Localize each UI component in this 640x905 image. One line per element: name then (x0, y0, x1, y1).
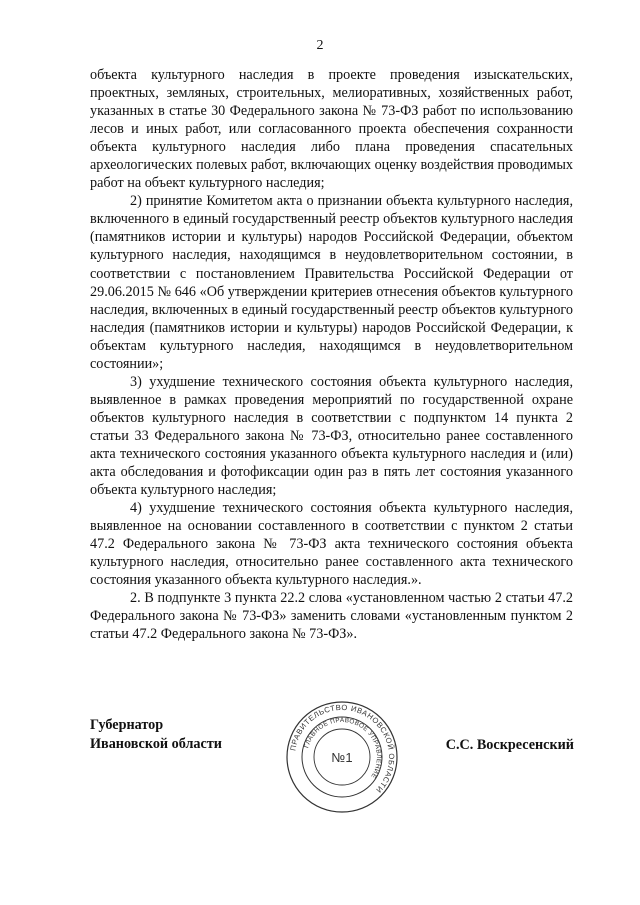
signatory-name: С.С. Воскресенский (445, 737, 574, 753)
paragraph-3: 3) ухудшение технического состояния объекта культурного наследия, выявленное в рамках проведения мероприятий по государственной охране объектов культурного наследия в соответствии с подпунктом 14 пункта 2 статьи 33 Федерального закона № 73-ФЗ, относительно ранее составленного акта технического состояния указанного объекта культурного наследия и (или) акта обследования и фотофиксации один раз в пять лет состояния указанного объекта культурного наследия; (90, 373, 573, 499)
paragraph-5: 2. В подпункте 3 пункта 22.2 слова «установленном частью 2 статьи 47.2 Федерального закона № 73-ФЗ» заменить словами «установленным пунктом 2 статьи 47.2 Федерального закона № 73-ФЗ». (90, 590, 573, 643)
stamp-outer-text: ПРАВИТЕЛЬСТВО ИВАНОВСКОЙ ОБЛАСТИ (288, 702, 397, 795)
document-body (90, 66, 573, 644)
page-number: 2 (316, 38, 324, 53)
signatory-title-line-2: Ивановской области (90, 736, 222, 752)
paragraph-4: 4) ухудшение технического состояния объекта культурного наследия, выявленное на основании составленного в соответствии с пунктом 2 статьи 47.2 Федерального закона № 73-ФЗ акта технического состояния объекта культурного наследия, относительно ранее составленного акта технического состояния указанного объекта культурного наследия.». (90, 500, 573, 589)
signatory-title (90, 716, 222, 754)
stamp-inner-text: ГЛАВНОЕ ПРАВОВОЕ УПРАВЛЕНИЕ (303, 716, 383, 780)
paragraph-1: объекта культурного наследия в проекте проведения изыскательских, проектных, земляных, строительных, мелиоративных, хозяйственных работ, указанных в статье 30 Федерального закона № 73-ФЗ работ по использованию лесов и иных работ, или согласованного проекта обеспечения сохранности объекта культурного наследия либо плана проведения спасательных археологических полевых работ, включающих оценку воздействия проводимых работ на объект культурного наследия; (90, 67, 573, 192)
signatory-title-line-1: Губернатор (90, 717, 164, 733)
stamp-center-number: №1 (331, 750, 353, 765)
official-stamp (285, 700, 399, 814)
paragraph-2: 2) принятие Комитетом акта о признании объекта культурного наследия, включенного в единый государственный реестр объектов культурного наследия (памятников истории и культуры) народов Российской Федерации, объектом культурного наследия, находящимся в неудовлетворительном состоянии, в соответствии с постановлением Правительства Российской Федерации от 29.06.2015 № 646 «Об утверждении критериев отнесения объектов культурного наследия, включенных в единый государственный реестр объектов культурного наследия (памятников истории и культуры) народов Российской Федерации, к объектам культурного наследия, находящимся в неудовлетворительном состоянии»; (90, 193, 573, 372)
